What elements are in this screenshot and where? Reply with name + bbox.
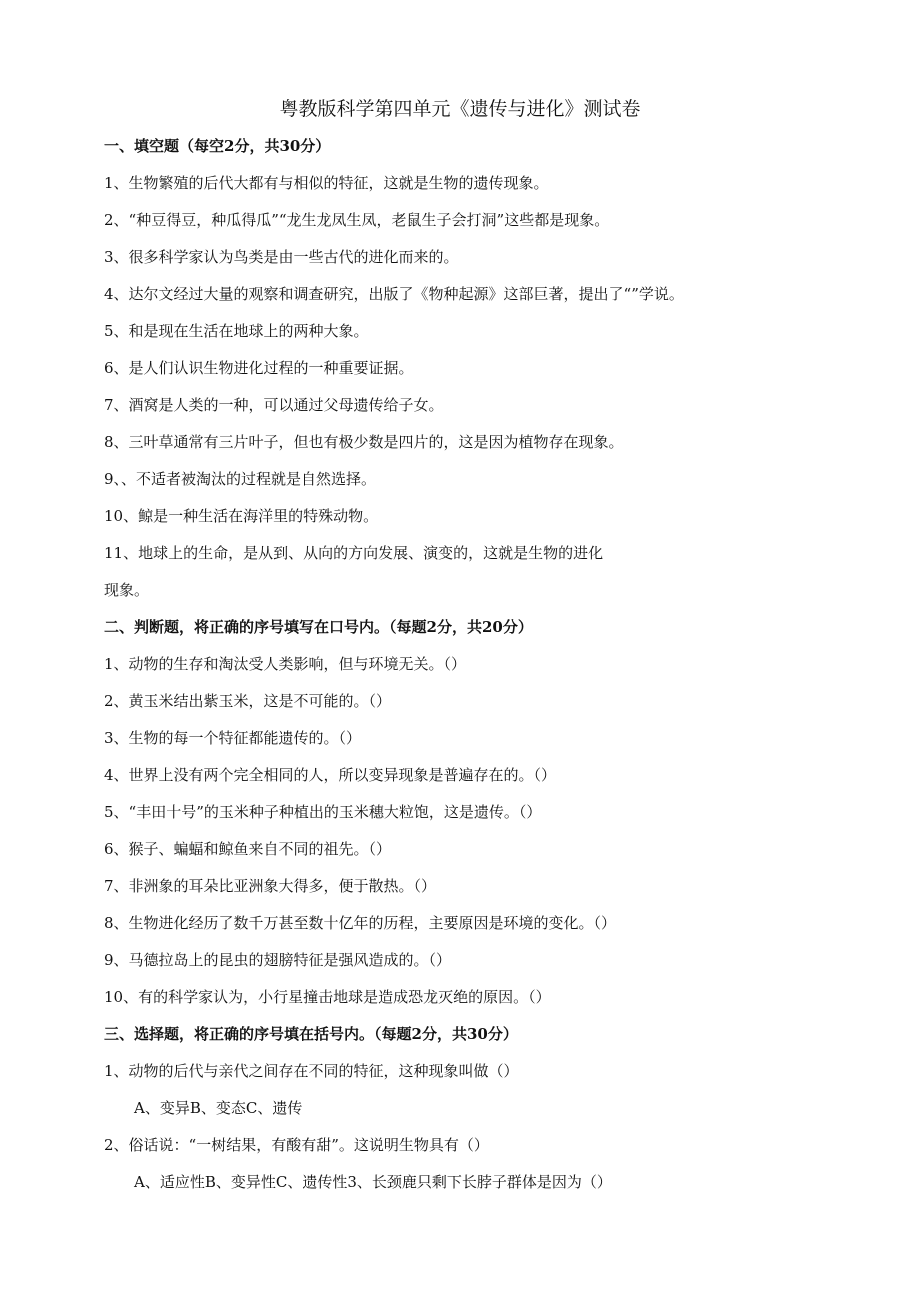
fill-question-8: 8、三叶草通常有三片叶子，但也有极少数是四片的，这是因为植物存在现象。	[104, 433, 624, 451]
fill-question-9: 9、、不适者被淘汰的过程就是自然选择。	[104, 470, 377, 488]
choice-question-1-options: A、变异B、变态C、遗传	[134, 1099, 303, 1117]
judge-question-1: 1、动物的生存和淘汰受人类影响，但与环境无关。（）	[104, 655, 467, 673]
fill-question-11: 11、地球上的生命，是从到、从向的方向发展、演变的，这就是生物的进化	[104, 544, 604, 562]
fill-question-6: 6、是人们认识生物进化过程的一种重要证据。	[104, 359, 414, 377]
section2-heading: 二、判断题，将正确的序号填写在口号内。（每题2分，共20分）	[104, 618, 533, 636]
choice-question-2: 2、俗话说：“一树结果，有酸有甜”。这说明生物具有（）	[104, 1136, 489, 1154]
judge-question-7: 7、非洲象的耳朵比亚洲象大得多，便于散热。（）	[104, 877, 437, 895]
judge-question-4: 4、世界上没有两个完全相同的人，所以变异现象是普遍存在的。（）	[104, 766, 557, 784]
judge-question-2: 2、黄玉米结出紫玉米，这是不可能的。（）	[104, 692, 392, 710]
fill-question-2: 2、“种豆得豆，种瓜得瓜”“龙生龙凤生凤，老鼠生子会打洞”这些都是现象。	[104, 211, 610, 229]
choice-question-2-options: A、适应性B、变异性C、遗传性3、长颈鹿只剩下长脖子群体是因为（）	[134, 1173, 612, 1191]
fill-question-10: 10、鲸是一种生活在海洋里的特殊动物。	[104, 507, 379, 525]
judge-question-8: 8、生物进化经历了数千万甚至数十亿年的历程，主要原因是环境的变化。（）	[104, 914, 617, 932]
judge-question-6: 6、猴子、蝙蝠和鲸鱼来自不同的祖先。（）	[104, 840, 392, 858]
judge-question-5: 5、“丰田十号”的玉米种子种植出的玉米穗大粒饱，这是遗传。（）	[104, 803, 542, 821]
section3-heading: 三、选择题，将正确的序号填在括号内。（每题2分，共30分）	[104, 1025, 518, 1043]
fill-question-1: 1、生物繁殖的后代大都有与相似的特征，这就是生物的遗传现象。	[104, 174, 549, 192]
page-title: 粤教版科学第四单元《遗传与进化》测试卷	[279, 98, 641, 120]
fill-question-4: 4、达尔文经过大量的观察和调查研究，出版了《物种起源》这部巨著，提出了“”学说。	[104, 285, 684, 303]
fill-question-3: 3、很多科学家认为鸟类是由一些古代的进化而来的。	[104, 248, 459, 266]
judge-question-9: 9、马德拉岛上的昆虫的翅膀特征是强风造成的。（）	[104, 951, 452, 969]
fill-question-5: 5、和是现在生活在地球上的两种大象。	[104, 322, 369, 340]
section1-heading: 一、填空题（每空2分，共30分）	[104, 137, 331, 155]
judge-question-10: 10、有的科学家认为，小行星撞击地球是造成恐龙灭绝的原因。（）	[104, 988, 551, 1006]
judge-question-3: 3、生物的每一个特征都能遗传的。（）	[104, 729, 362, 747]
choice-question-1: 1、动物的后代与亲代之间存在不同的特征，这种现象叫做（）	[104, 1062, 519, 1080]
fill-question-7: 7、酒窝是人类的一种，可以通过父母遗传给子女。	[104, 396, 444, 414]
fill-question-11-continued: 现象。	[104, 581, 150, 599]
